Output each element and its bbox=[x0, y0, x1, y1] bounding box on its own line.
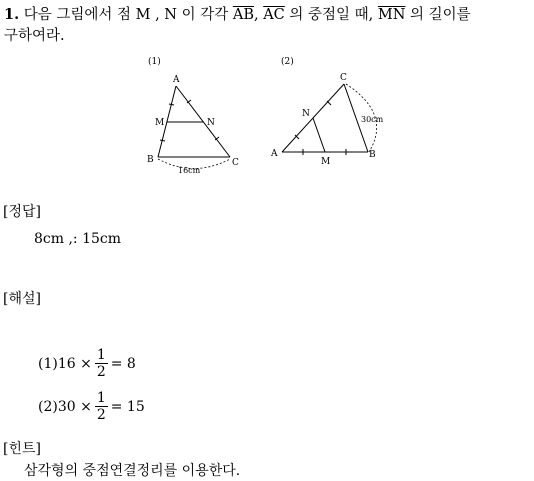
figure2-label: (2) bbox=[281, 57, 294, 67]
fig2-label-m: M bbox=[321, 157, 331, 167]
fig1-label-b: B bbox=[147, 155, 154, 165]
fig2-tick-nc bbox=[327, 101, 331, 105]
segment-mn: $\overline{MN}$ bbox=[377, 7, 406, 23]
answer-text: 8cm ,: 15cm bbox=[34, 231, 122, 247]
eq1-numerator: 1 bbox=[96, 347, 106, 363]
fig2-midline-nm bbox=[313, 118, 325, 152]
explanation-eq-1 bbox=[38, 347, 136, 380]
question-number: 1. bbox=[4, 6, 20, 23]
eq1-denominator: 2 bbox=[96, 364, 106, 380]
figure-2 bbox=[268, 52, 398, 170]
eq2-suffix: = 15 bbox=[110, 398, 145, 415]
fig1-label-m: M bbox=[155, 118, 165, 128]
segment-ab: $\overline{AB}$ bbox=[232, 7, 254, 23]
question-text-b: 의 중점일 때, bbox=[289, 7, 374, 23]
fig2-length-label: 30cm bbox=[361, 115, 384, 124]
eq2-numerator: 1 bbox=[96, 390, 106, 406]
fig1-tick-am bbox=[169, 104, 174, 105]
explanation-header: [해설] bbox=[3, 291, 41, 307]
segment-ac: $\overline{AC}$ bbox=[263, 7, 285, 23]
fig1-length-label: 16cm bbox=[178, 166, 201, 175]
eq2-denominator: 2 bbox=[96, 407, 106, 423]
eq2-fraction bbox=[95, 390, 108, 423]
fig2-label-n: N bbox=[302, 109, 310, 119]
question-line-1 bbox=[4, 3, 471, 24]
fig2-label-b: B bbox=[369, 150, 376, 160]
hint-text: 삼각형의 중점연결정리를 이용한다. bbox=[24, 463, 241, 479]
fig1-label-n: N bbox=[207, 118, 215, 128]
explanation-eq-2 bbox=[38, 390, 145, 423]
figure1-label: (1) bbox=[148, 57, 161, 67]
eq1-fraction bbox=[95, 347, 108, 380]
eq1-suffix: = 8 bbox=[110, 355, 136, 372]
eq2-prefix: (2)30 × bbox=[38, 398, 92, 415]
eq1-prefix: (1)16 × bbox=[38, 355, 92, 372]
fig2-label-c: C bbox=[340, 73, 347, 83]
fig1-label-a: A bbox=[173, 75, 180, 85]
fig1-tick-mb bbox=[160, 140, 165, 141]
answer-header: [정답] bbox=[3, 204, 41, 220]
fig1-label-c: C bbox=[232, 158, 239, 168]
fig2-label-a: A bbox=[271, 149, 278, 159]
question-text-a: 다음 그림에서 점 M , N 이 각각 bbox=[23, 7, 229, 23]
question-text-c: 의 길이를 bbox=[410, 7, 471, 23]
hint-header: [힌트] bbox=[3, 441, 41, 457]
question-comma: , bbox=[253, 7, 259, 23]
figure-1 bbox=[140, 52, 250, 180]
question-line-2: 구하여라. bbox=[4, 28, 65, 44]
